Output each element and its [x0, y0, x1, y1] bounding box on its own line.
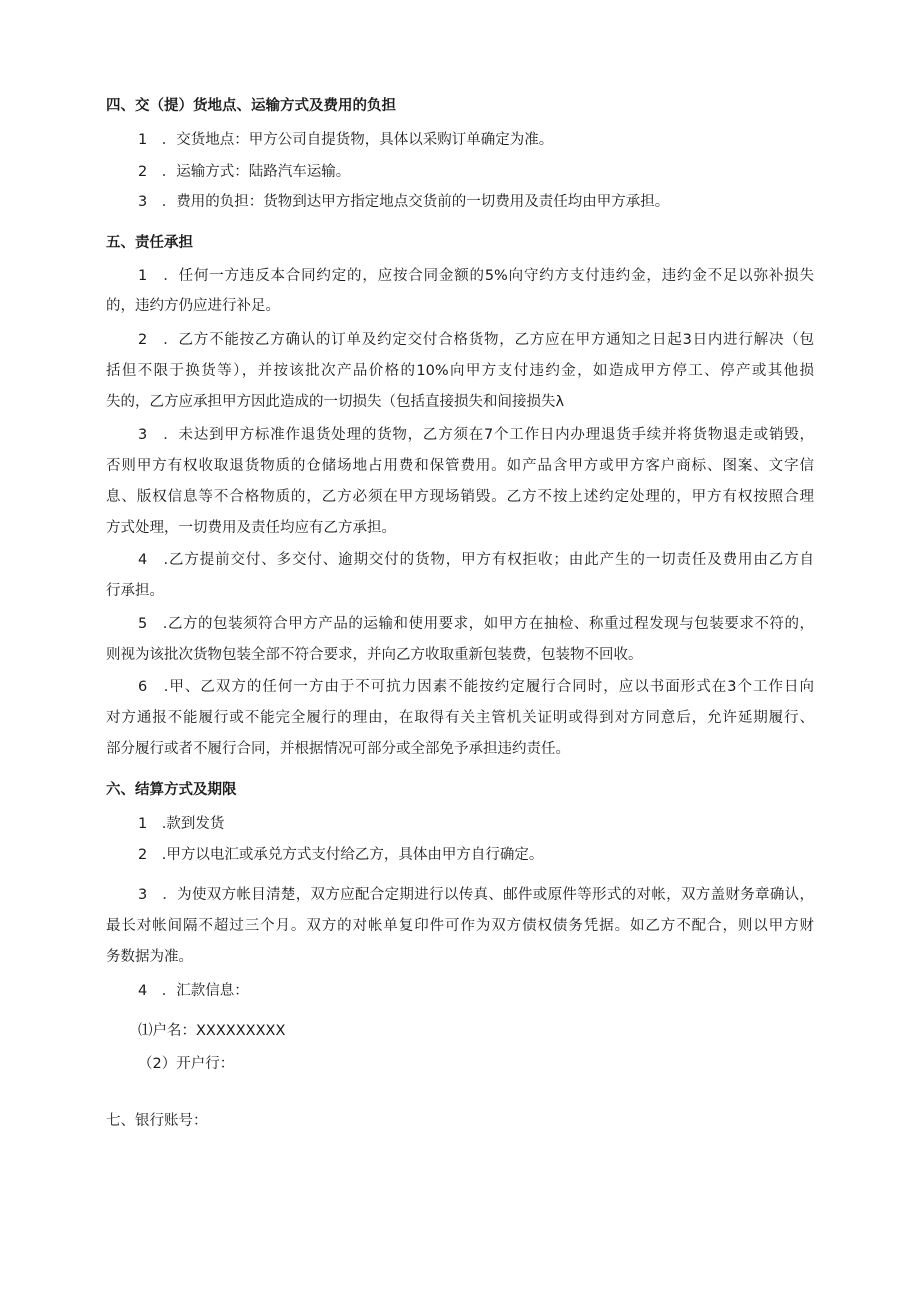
section-4-item-3: 3 ．费用的负担：货物到达甲方指定地点交货前的一切费用及责任均由甲方承担。 [138, 194, 670, 210]
section-6-item-1: 1 .款到发货 [138, 816, 225, 832]
section-4-heading: 四、交（提）货地点、运输方式及费用的负担 [106, 98, 396, 114]
section-5-item-4-line-1: 4 .乙方提前交付、多交付、逾期交付的货物，甲方有权拒收；由此产生的一切责任及费用由乙方自 [138, 552, 814, 568]
section-6-item-3-line-3: 务数据为准。 [106, 949, 193, 965]
bank-name: （2）开户行： [138, 1056, 235, 1072]
section-7-heading: 七、银行账号： [106, 1113, 208, 1129]
account-name: ⑴户名：XXXXXXXXX [138, 1023, 286, 1039]
section-5-item-2-line-3: 失的，乙方应承担甲方因此造成的一切损失（包括直接损失和间接损失λ [106, 394, 565, 410]
section-5-item-6-line-2: 对方通报不能履行或不能完全履行的理由，在取得有关主管机关证明或得到对方同意后，允许延期履行、 [106, 710, 814, 726]
section-5-item-3-line-1: 3 ．未达到甲方标准作退货处理的货物，乙方须在7个工作日内办理退货手续并将货物退走或销毁， [138, 427, 814, 443]
section-4-item-2: 2 ．运输方式：陆路汽车运输。 [138, 164, 351, 180]
section-5-item-3-line-4: 方式处理，一切费用及责任均应有乙方承担。 [106, 520, 396, 536]
section-5-item-2-line-2: 括但不限于换货等），并按该批次产品价格的10%向甲方支付违约金，如造成甲方停工、停产或其他损 [106, 363, 814, 379]
section-6-item-2: 2 .甲方以电汇或承兑方式支付给乙方，具体由甲方自行确定。 [138, 847, 544, 863]
section-5-item-5-line-1: 5 .乙方的包装须符合甲方产品的运输和使用要求，如甲方在抽检、称重过程发现与包装要求不符的， [138, 616, 814, 632]
section-6-item-3-line-1: 3 ．为使双方帐目清楚，双方应配合定期进行以传真、邮件或原件等形式的对帐，双方盖财务章确认， [138, 887, 814, 903]
section-5-item-2-line-1: 2 ．乙方不能按乙方确认的订单及约定交付合格货物，乙方应在甲方通知之日起3日内进行解决（包 [138, 332, 814, 348]
section-6-heading: 六、结算方式及期限 [106, 782, 237, 798]
section-6-item-3-line-2: 最长对帐间隔不超过三个月。双方的对帐单复印件可作为双方债权债务凭据。如乙方不配合，则以甲方财 [106, 918, 814, 934]
section-5-item-3-line-2: 否则甲方有权收取退货物质的仓储场地占用费和保管费用。如产品含甲方或甲方客户商标、图案、文字信 [106, 458, 814, 474]
section-5-item-6-line-1: 6 .甲、乙双方的任何一方由于不可抗力因素不能按约定履行合同时，应以书面形式在3个工作日向 [138, 679, 814, 695]
section-5-item-4-line-2: 行承担。 [106, 583, 164, 599]
section-5-item-1-line-2: 的，违约方仍应进行补足。 [106, 298, 280, 314]
section-5-item-6-line-3: 部分履行或者不履行合同，并根据情况可部分或全部免予承担违约责任。 [106, 741, 570, 757]
section-4-item-1: 1 ．交货地点：甲方公司自提货物，具体以采购订单确定为准。 [138, 132, 554, 148]
section-5-heading: 五、责任承担 [106, 235, 193, 251]
section-6-item-4: 4 ．汇款信息： [138, 983, 249, 999]
section-5-item-5-line-2: 则视为该批次货物包装全部不符合要求，并向乙方收取重新包装费，包装物不回收。 [106, 647, 643, 663]
section-5-item-3-line-3: 息、版权信息等不合格物质的，乙方必须在甲方现场销毁。乙方不按上述约定处理的，甲方有权按照合理 [106, 489, 814, 505]
section-5-item-1-line-1: 1 ．任何一方违反本合同约定的，应按合同金额的5%向守约方支付违约金，违约金不足以弥补损失 [138, 268, 814, 284]
